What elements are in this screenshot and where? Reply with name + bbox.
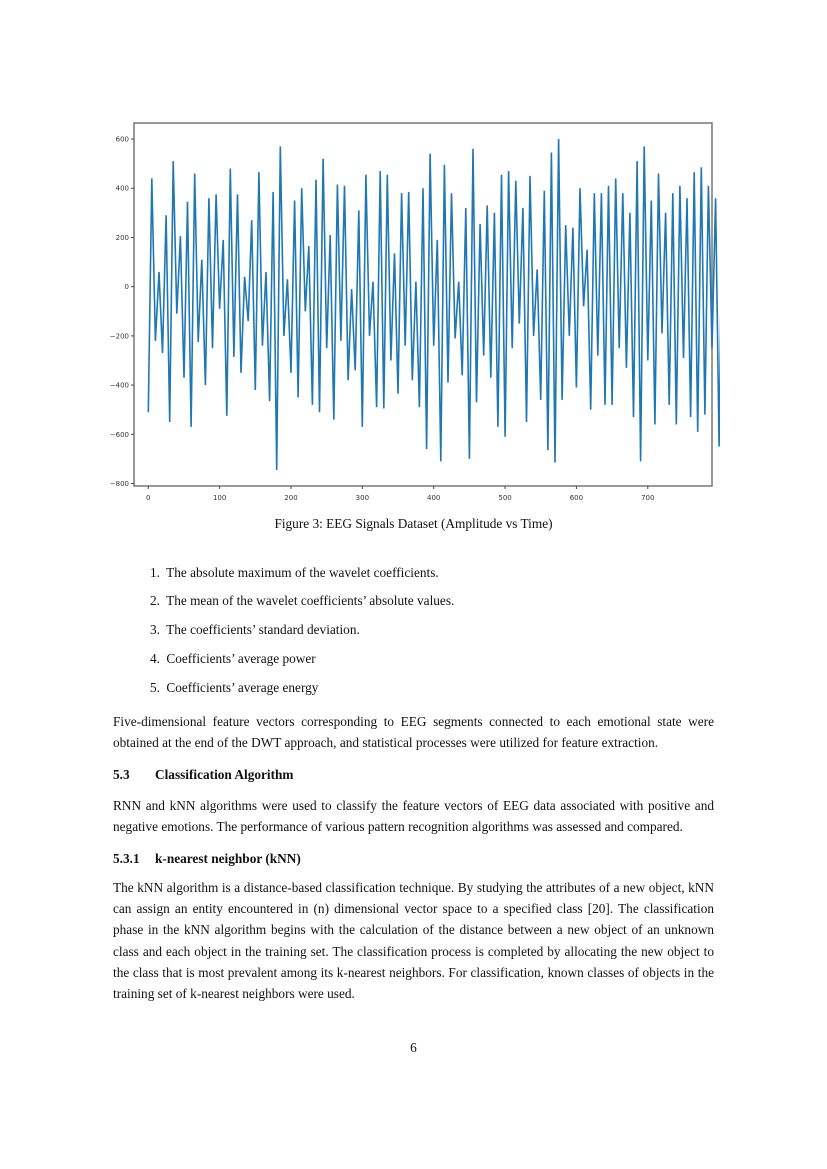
y-tick-label: 400: [115, 184, 129, 193]
x-tick-label: 0: [146, 494, 151, 502]
subsection-heading: 5.3.1 k-nearest neighbor (kNN): [113, 851, 301, 866]
y-tick-label: −200: [109, 332, 129, 341]
y-tick-label: 200: [115, 233, 129, 242]
figure-caption: Figure 3: EEG Signals Dataset (Amplitude vs Time): [274, 516, 553, 531]
x-tick-label: 600: [569, 494, 584, 502]
x-tick-label: 300: [355, 494, 370, 502]
paragraph: The kNN algorithm is a distance-based classification technique. By studying the attributes of a new object, kNN can assign an entity encountered in (n) dimensional vector space to a specified class [20]. The classification phase in the kNN algorithm begins with the calculation of the distance between a new object of an unknown class and each object in the training set. The classification process is completed by allocating the new object to the class that is most prevalent among its k-nearest neighbors. For classification, known classes of objects in the training set of k-nearest neighbors were used.: [113, 880, 714, 1002]
paragraph: Five-dimensional feature vectors corresponding to EEG segments connected to each emotional state were obtained at the end of the DWT approach, and statistical processes were utilized for feature extraction.: [113, 714, 714, 751]
x-tick-label: 400: [427, 494, 441, 502]
list-item: 3. The coefficients’ standard deviation.: [150, 622, 360, 637]
y-tick-label: −800: [109, 480, 129, 489]
x-tick-label: 200: [284, 494, 298, 502]
x-tick-label: 100: [212, 494, 227, 502]
y-tick-label: −600: [109, 430, 129, 439]
x-tick-label: 700: [641, 494, 655, 502]
y-tick-label: −400: [109, 381, 129, 390]
signal-line: [148, 139, 720, 470]
y-tick-label: 600: [115, 135, 129, 144]
paragraph: RNN and kNN algorithms were used to classify the feature vectors of EEG data associated with positive and negative emotions. The performance of various pattern recognition algorithms was assessed and compared.: [113, 798, 714, 835]
x-tick-label: 500: [498, 494, 512, 502]
list-item: 2. The mean of the wavelet coefficients’ absolute values.: [150, 593, 455, 608]
list-item: 1. The absolute maximum of the wavelet coefficients.: [150, 565, 439, 580]
section-heading: 5.3 Classification Algorithm: [113, 767, 294, 782]
eeg-line-chart: [100, 115, 720, 505]
list-item: 5. Coefficients’ average energy: [150, 680, 319, 695]
y-tick-label: 0: [124, 283, 129, 292]
list-item: 4. Coefficients’ average power: [150, 651, 316, 666]
page-number: 6: [410, 1040, 417, 1055]
